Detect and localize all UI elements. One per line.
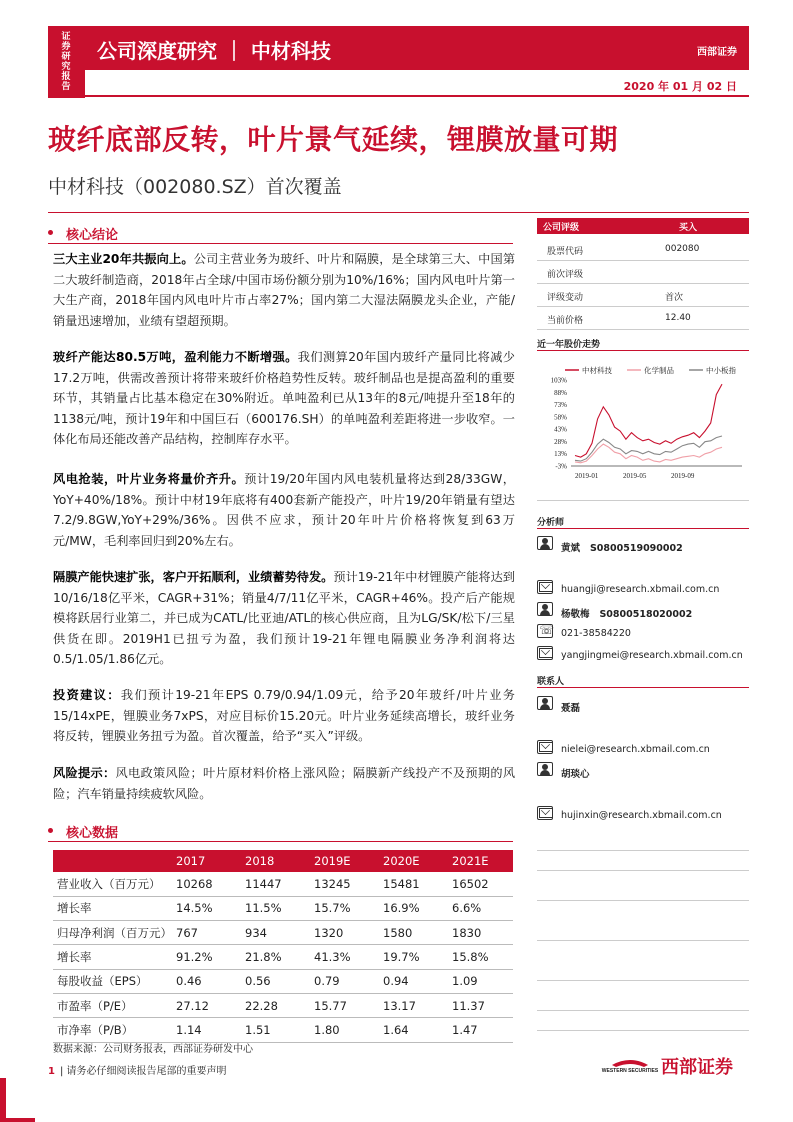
paragraph-risk: [53, 763, 515, 804]
table-cell: 1580: [375, 921, 444, 945]
analyst-license: S0800519090002: [589, 543, 683, 554]
mail-icon: [537, 646, 553, 660]
table-row-label: 归母净利润（百万元）: [53, 921, 168, 945]
table-cell: 16.9%: [375, 896, 444, 920]
section-title: 核心数据: [66, 826, 119, 841]
paragraph-separator: [53, 567, 515, 670]
table-row: [53, 1018, 513, 1042]
y-tick-label: 28%: [554, 437, 567, 446]
page-title: 玻纤底部反转，叶片景气延续，锂膜放量可期: [48, 123, 619, 156]
divider: [537, 940, 749, 941]
table-row: [53, 993, 513, 1017]
analysts-title: 分析师: [537, 518, 565, 528]
table-cell: 0.79: [306, 969, 375, 993]
rating-row: [537, 284, 749, 307]
contact-email[interactable]: hujinxin@research.xbmail.com.cn: [561, 810, 722, 821]
paragraph-glass-fiber: [53, 347, 515, 450]
rating-header-value: 买入: [679, 223, 698, 233]
paragraph-investment: [53, 685, 515, 747]
table-cell: 1.47: [444, 1018, 513, 1042]
rating-value: 首次: [665, 293, 684, 303]
price-chart-title: 近一年股价走势: [537, 340, 601, 350]
x-tick-label: 2019-09: [671, 472, 695, 480]
para-lead: 玻纤产能达80.5万吨，盈利能力不断增强。: [53, 350, 298, 364]
legend-entry: 中材科技: [582, 366, 612, 375]
person-icon: [537, 762, 553, 776]
divider: [537, 500, 749, 501]
header-title: 公司深度研究 ｜ 中材科技: [97, 39, 331, 63]
para-lead: 三大主业20年共振向上。: [53, 252, 194, 266]
table-cell: 15.7%: [306, 896, 375, 920]
analyst-email[interactable]: huangji@research.xbmail.com.cn: [561, 584, 720, 595]
table-cell: 15481: [375, 872, 444, 896]
divider: [537, 850, 749, 851]
analyst-name: 黄斌: [561, 543, 581, 554]
legend-entry: 中小板指: [706, 366, 736, 375]
table-row: [53, 872, 513, 896]
x-tick-label: 2019-05: [623, 472, 647, 480]
title-divider: [48, 212, 749, 213]
para-body: 预计19-21年中材锂膜产能将达到10/16/18亿平米，CAGR+31%；销量4/7/11亿平米，CAGR+46%。投产后产能规模将跃居行业第二，并已成为CATL/比亚迪/ATL的核心供应商，且为LG/SK/松下/三星供货在即。2019H1已扭亏为盈，我们预计19-21年锂电隔膜业务净利润将达0.5/1.05/1.86亿元。: [53, 570, 515, 666]
para-lead: 投资建议：: [53, 688, 121, 702]
y-tick-label: 73%: [554, 401, 567, 410]
table-header-cell: 2021E: [444, 850, 513, 872]
table-cell: 1.80: [306, 1018, 375, 1042]
y-tick-label: -3%: [555, 462, 567, 471]
price-chart: [537, 358, 749, 498]
table-header-cell: 2020E: [375, 850, 444, 872]
rating-value: 12.40: [665, 313, 691, 323]
rating-row: [537, 238, 749, 261]
table-cell: 41.3%: [306, 945, 375, 969]
table-header-cell: [53, 850, 168, 872]
bullet-icon: [48, 828, 53, 833]
paragraph-wind-blade: [53, 469, 515, 551]
legend-entry: 化学制品: [644, 366, 674, 375]
page-number: 1: [48, 1066, 55, 1077]
data-source-note: 数据来源：公司财务报表，西部证券研发中心: [53, 1044, 253, 1055]
person-icon: [537, 696, 553, 710]
table-cell: 1.64: [375, 1018, 444, 1042]
vertical-tag-bar: [48, 26, 85, 98]
analyst-name-license: [561, 540, 683, 554]
table-cell: 11447: [237, 872, 306, 896]
table-row-label: 增长率: [53, 896, 168, 920]
para-body: 我们预计19-21年EPS 0.79/0.94/1.09元，给予20年玻纤/叶片业务15/14xPE，锂膜业务7xPS，对应目标价15.20元。叶片业务延续高增长，玻纤业务将反转，锂膜业务扭亏为盈。首次覆盖，给予“买入”评级。: [53, 688, 515, 743]
analyst-name: 杨敬梅: [561, 609, 590, 620]
rating-value: 002080: [665, 244, 700, 254]
table-header-cell: 2017: [168, 850, 237, 872]
analysts-rule: [537, 528, 749, 529]
header-bar: [85, 26, 749, 98]
table-row-label: 市净率（P/B）: [53, 1018, 168, 1042]
table-cell: 27.12: [168, 993, 237, 1017]
table-cell: 767: [168, 921, 237, 945]
footer-logo-text: 西部证券: [661, 1057, 733, 1078]
table-cell: 11.37: [444, 993, 513, 1017]
section-core-data: [48, 820, 513, 842]
rating-label: 评级变动: [547, 293, 584, 303]
table-cell: 22.28: [237, 993, 306, 1017]
paragraph-main-business: [53, 249, 515, 331]
table-cell: 1.51: [237, 1018, 306, 1042]
vertical-tag: 证券研究报告: [61, 32, 71, 92]
header-underline: [85, 95, 749, 97]
divider: [537, 1010, 749, 1011]
person-icon: [537, 536, 553, 550]
para-lead: 隔膜产能快速扩张，客户开拓顺利，业绩蓄势待发。: [53, 570, 334, 584]
price-chart-rule: [537, 350, 749, 351]
footer-disclaimer: 1 | 请务必仔细阅读报告尾部的重要声明: [48, 1066, 227, 1077]
contact-name: 胡琰心: [561, 769, 590, 780]
table-header-cell: 2019E: [306, 850, 375, 872]
rating-label: 股票代码: [547, 247, 584, 257]
rating-row: [537, 261, 749, 284]
rating-label: 当前价格: [547, 316, 584, 326]
divider: [537, 980, 749, 981]
analyst-name-license: [561, 606, 692, 620]
y-tick-label: 13%: [554, 450, 567, 459]
table-cell: 13.17: [375, 993, 444, 1017]
table-cell: 13245: [306, 872, 375, 896]
phone-icon: [537, 624, 553, 638]
table-cell: 934: [237, 921, 306, 945]
disclaimer-text: 请务必仔细阅读报告尾部的重要声明: [66, 1066, 227, 1077]
table-row-label: 每股收益（EPS）: [53, 969, 168, 993]
analyst-email[interactable]: yangjingmei@research.xbmail.com.cn: [561, 650, 743, 661]
table-row: [53, 969, 513, 993]
section-core-conclusion: [48, 222, 513, 244]
para-lead: 风险提示：: [53, 766, 116, 780]
table-cell: 11.5%: [237, 896, 306, 920]
table-cell: 19.7%: [375, 945, 444, 969]
table-row-label: 增长率: [53, 945, 168, 969]
contacts-rule: [537, 687, 749, 688]
western-logo-icon: [601, 1057, 659, 1077]
table-header-cell: 2018: [237, 850, 306, 872]
mail-icon: [537, 580, 553, 594]
table-cell: 21.8%: [237, 945, 306, 969]
mail-icon: [537, 806, 553, 820]
table-cell: 0.56: [237, 969, 306, 993]
rating-label: 前次评级: [547, 270, 584, 280]
para-lead: 风电抢装，叶片业务将量价齐升。: [53, 472, 245, 486]
person-icon: [537, 602, 553, 616]
table-cell: 14.5%: [168, 896, 237, 920]
core-data-table: [53, 850, 513, 1043]
logo-small-text: WESTERN SECURITIES: [601, 1068, 659, 1074]
header-brand: 西部证券: [697, 47, 737, 58]
table-cell: 15.8%: [444, 945, 513, 969]
section-title: 核心结论: [66, 228, 119, 243]
divider: [537, 1030, 749, 1031]
table-cell: 0.94: [375, 969, 444, 993]
x-tick-label: 2019-01: [575, 472, 599, 480]
contact-email[interactable]: nielei@research.xbmail.com.cn: [561, 744, 710, 755]
y-tick-label: 103%: [550, 376, 567, 385]
table-cell: 91.2%: [168, 945, 237, 969]
analyst-phone: 021-38584220: [561, 628, 631, 639]
table-row: [53, 945, 513, 969]
y-tick-label: 43%: [554, 425, 567, 434]
contacts-title: 联系人: [537, 677, 565, 687]
rating-header: [537, 218, 749, 234]
table-row: [53, 921, 513, 945]
table-cell: 16502: [444, 872, 513, 896]
report-date: 2020 年 01 月 02 日: [623, 80, 737, 93]
para-body: 风电政策风险；叶片原材料价格上涨风险；隔膜新产线投产不及预期的风险；汽车销量持续疲软风险。: [53, 766, 516, 801]
table-cell: 10268: [168, 872, 237, 896]
page-subtitle: 中材科技（002080.SZ）首次覆盖: [48, 176, 342, 198]
para-body: 公司主营业务为玻纤、叶片和隔膜，是全球第三大、中国第二大玻纤制造商，2018年占全球/中国市场份额分别为10%/16%；国内风电叶片第一大生产商，2018年国内风电叶片市占率27%；国内第二大湿法隔膜龙头企业，产能/销量迅速增加，业绩有望超预期。: [53, 252, 516, 328]
para-body: 预计19/20年国内风电装机量将达到28/33GW，YoY+40%/18%。预计中材19年底将有400套新产能投产，叶片19/20年销量有望达7.2/9.8GW,YoY+29%/36%。因供不应求，预计20年叶片价格将恢复到63万元/MW，毛利率回归到20%左右。: [53, 472, 515, 548]
y-tick-label: 88%: [554, 388, 567, 397]
para-body: 我们测算20年国内玻纤产量同比将减少17.2万吨，供需改善预计将带来玻纤价格趋势性反转。玻纤制品也是提高盈利的重要环节，其销量占比基本稳定在30%附近。单吨盈利已从13年的8元/吨提升至18年的1138元/吨，预计19年和中国巨石（600176.SH）的单吨盈利差距将进一步收窄。一体化布局还能改善产品结构，控制库存水平。: [53, 350, 515, 446]
table-cell: 1.14: [168, 1018, 237, 1042]
divider: [537, 900, 749, 901]
table-cell: 6.6%: [444, 896, 513, 920]
table-cell: 1320: [306, 921, 375, 945]
mail-icon: [537, 740, 553, 754]
footer-accent: [0, 1078, 6, 1122]
table-header-row: [53, 850, 513, 872]
bullet-icon: [48, 230, 53, 235]
divider: [537, 870, 749, 871]
table-cell: 1830: [444, 921, 513, 945]
table-cell: 1.09: [444, 969, 513, 993]
rating-row: [537, 307, 749, 330]
table-row-label: 营业收入（百万元）: [53, 872, 168, 896]
y-tick-label: 58%: [554, 413, 567, 422]
table-row: [53, 896, 513, 920]
table-row-label: 市盈率（P/E）: [53, 993, 168, 1017]
contact-name: 聂磊: [561, 703, 581, 714]
analyst-license: S0800518020002: [599, 609, 693, 620]
rating-header-label: 公司评级: [543, 223, 580, 233]
footer-accent-bottom: [0, 1118, 35, 1122]
table-cell: 0.46: [168, 969, 237, 993]
table-cell: 15.77: [306, 993, 375, 1017]
